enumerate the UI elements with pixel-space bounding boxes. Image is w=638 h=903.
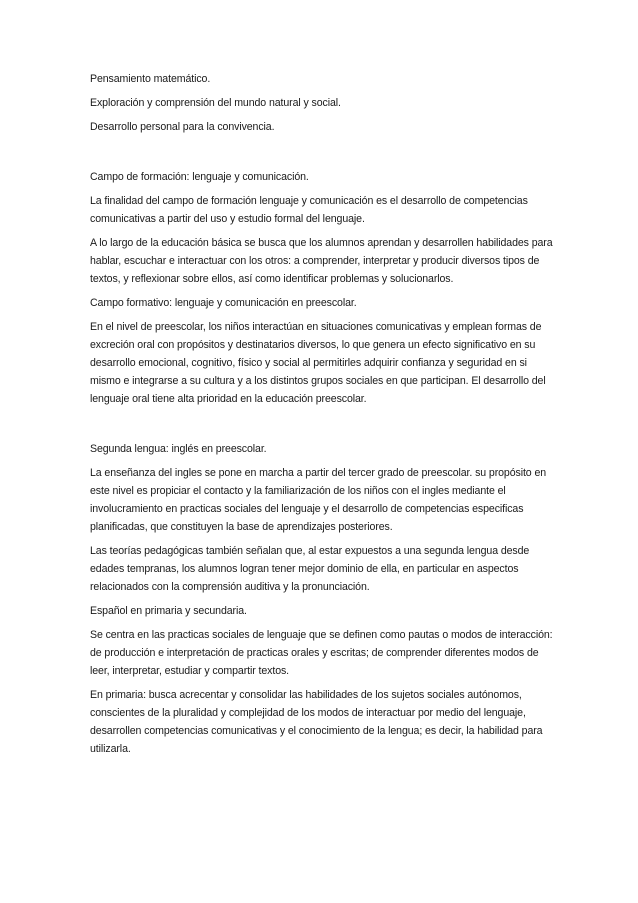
heading-campo-formacion: Campo de formación: lenguaje y comunicación.: [90, 171, 309, 183]
spacer: [90, 414, 560, 440]
heading-campo-formativo-preescolar: Campo formativo: lenguaje y comunicación en preescolar.: [90, 297, 357, 309]
paragraph-pensamiento: Pensamiento matemático.: [90, 73, 211, 85]
paragraph-practicas-sociales: Se centra en las practicas sociales de lenguaje que se definen como pautas o modos de interacción: de producción e interpretación de practicas orales y escritas; de comprender diferentes modos de leer, interpretar, estudiar y compartir textos.: [90, 629, 553, 677]
spacer: [90, 142, 560, 168]
paragraph-en-primaria: En primaria: busca acrecentar y consolidar las habilidades de los sujetos sociales autónomos, conscientes de la pluralidad y complejidad de los modos de interactuar por medio del lenguaje, desarrollen competencias comunicativas y el conocimiento de la lengua; es decir, la habilidad para utilizarla.: [90, 689, 543, 755]
paragraph-ensenanza-ingles: La enseñanza del ingles se pone en marcha a partir del tercer grado de preescolar. su propósito en este nivel es propiciar el contacto y la familiarización de los niños con el ingles mediante el involucramiento en practicas sociales del lenguaje y el desarrollo de competencias especificas planificadas, que constituyen la base de aprendizajes posteriores.: [90, 467, 547, 533]
paragraph-educacion-basica: A lo largo de la educación básica se busca que los alumnos aprendan y desarrollen habilidades para hablar, escuchar e interactuar con los otros: a comprender, interpretar y producir diversos tipos de textos, y reflexionar sobre ellos, así como identificar problemas y solucionarlos.: [90, 237, 553, 285]
paragraph-teorias-pedagogicas: Las teorías pedagógicas también señalan que, al estar expuestos a una segunda lengua desde edades tempranas, los alumnos logran tener mejor dominio de ella, en particular en aspectos relacionados con la comprensión auditiva y la pronunciación.: [90, 545, 530, 593]
document-page: [90, 70, 560, 764]
paragraph-desarrollo-personal: Desarrollo personal para la convivencia.: [90, 121, 275, 133]
heading-espanol-primaria-secundaria: Español en primaria y secundaria.: [90, 605, 247, 617]
paragraph-exploracion: Exploración y comprensión del mundo natural y social.: [90, 97, 341, 109]
paragraph-finalidad: La finalidad del campo de formación lenguaje y comunicación es el desarrollo de competencias comunicativas a partir del uso y estudio formal del lenguaje.: [90, 195, 528, 225]
paragraph-nivel-preescolar: En el nivel de preescolar, los niños interactúan en situaciones comunicativas y emplean formas de excreción oral con propósitos y destinatarios diversos, lo que genera un efecto significativo en su desarrollo emocional, cognitivo, físico y social al permitirles adquirir confianza y seguridad en si mismo e integrarse a su cultura y a los distintos grupos sociales en que participan. El desarrollo del lenguaje oral tiene alta prioridad en la educación preescolar.: [90, 321, 546, 405]
heading-segunda-lengua: Segunda lengua: inglés en preescolar.: [90, 443, 267, 455]
